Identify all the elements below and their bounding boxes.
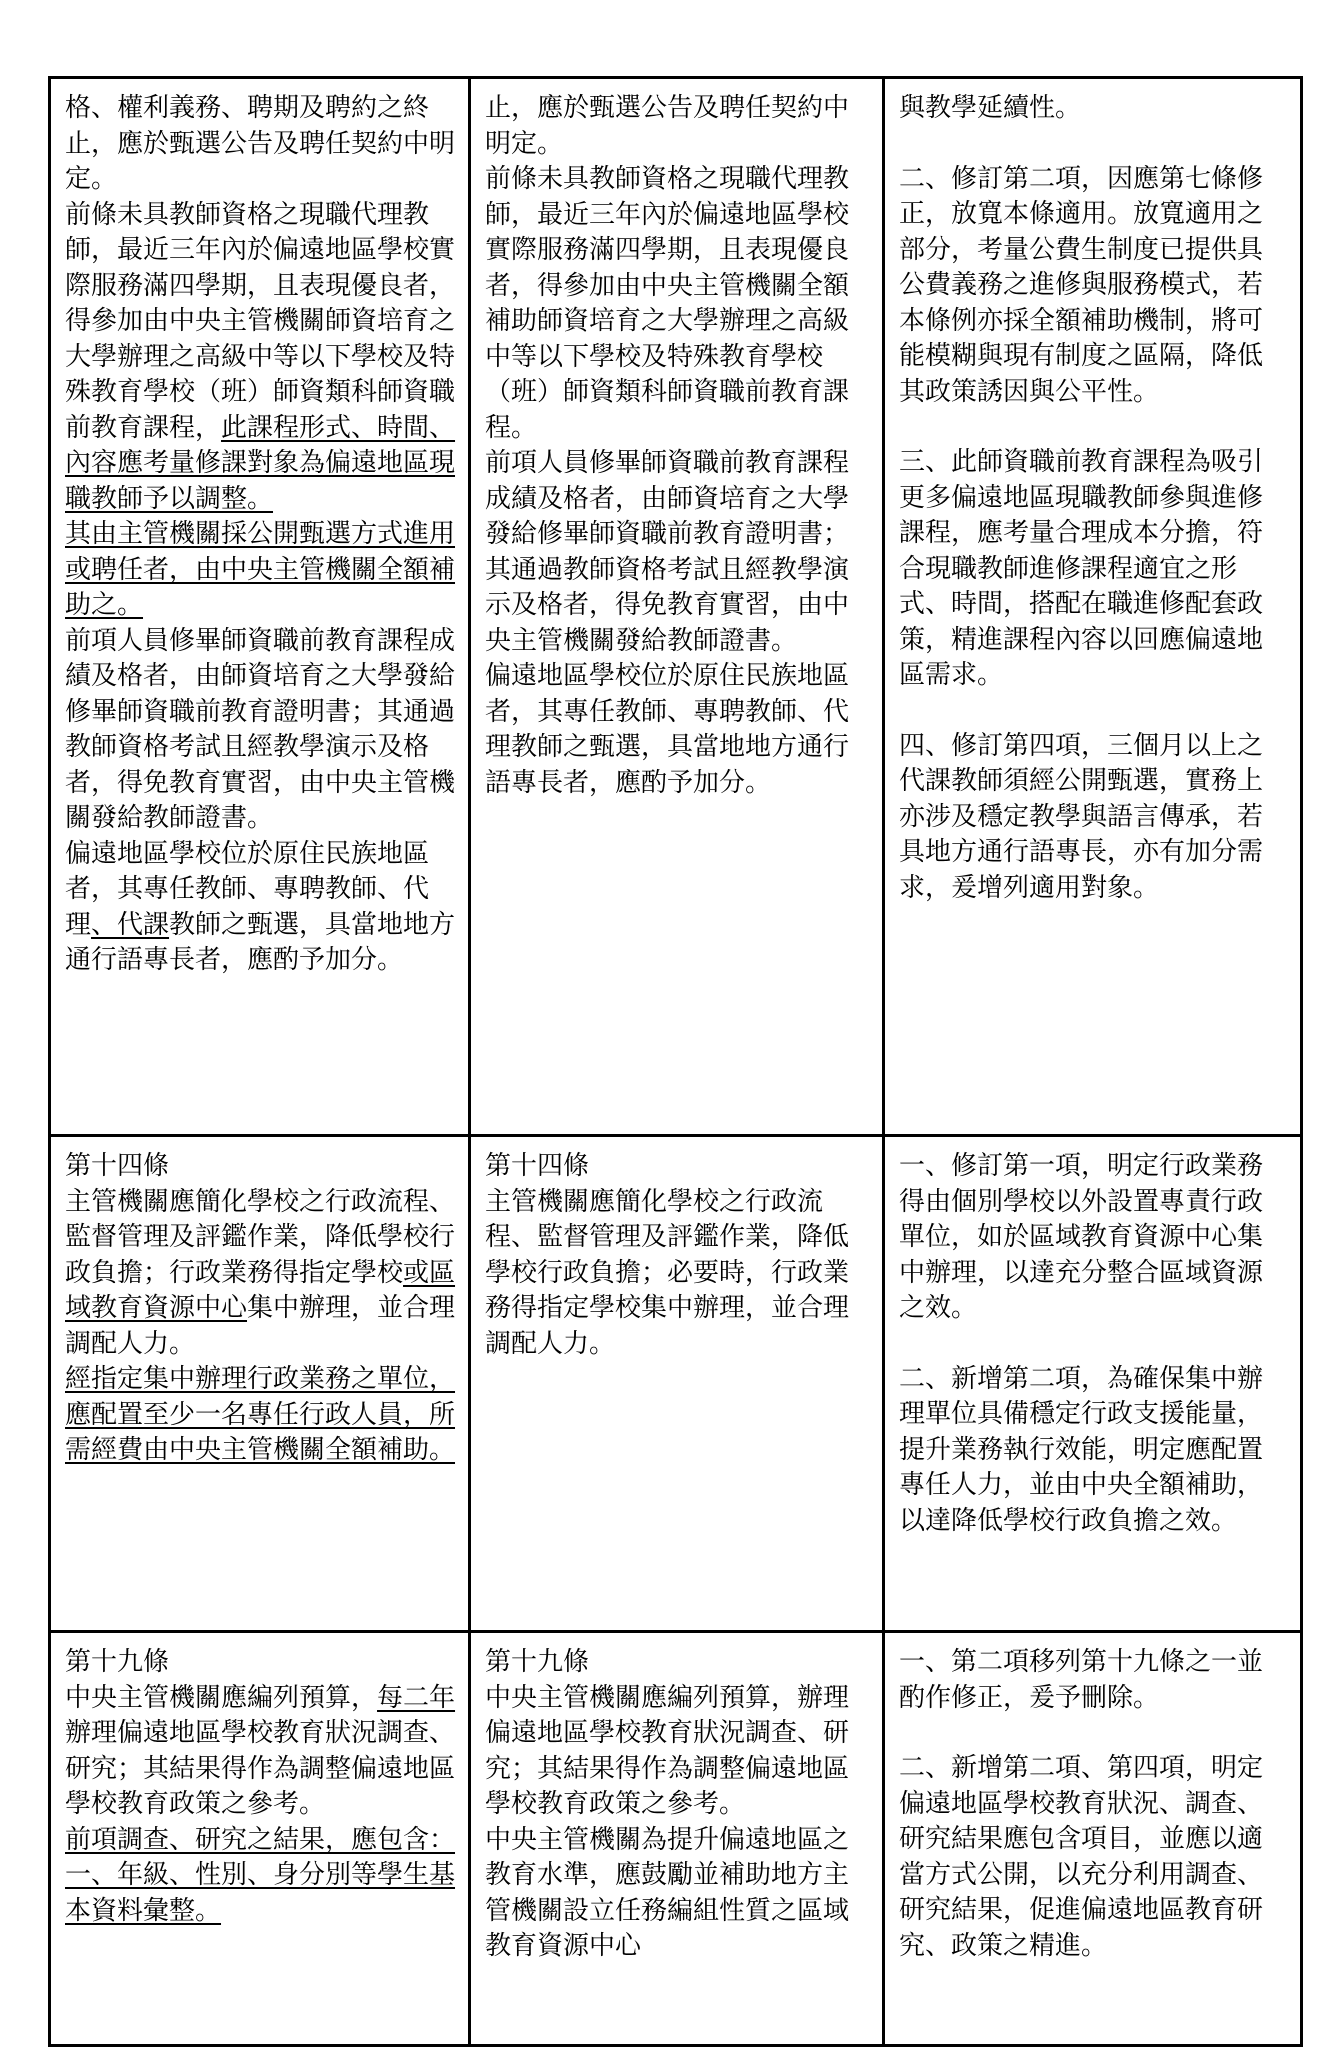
amended-text-underlined: 經指定集中辦理行政業務之單位，應配置至少一名專任行政人員，所需經費由中央主管機關全額補助。 — [65, 1364, 456, 1465]
article-paragraph — [65, 1681, 456, 1823]
comparison-table — [48, 76, 1303, 2047]
explanation-cell — [884, 1632, 1302, 2046]
current-text-cell — [470, 1136, 884, 1632]
article-paragraph — [65, 1858, 456, 1929]
article-paragraph — [485, 1681, 870, 1823]
text-segment: 第十九條 — [65, 1647, 170, 1677]
text-segment: 中央主管機關應編列預算， — [65, 1682, 378, 1713]
explanation-paragraph: 一、第二項移列第十九條之一並酌作修正，爰予刪除。 — [899, 1647, 1264, 1713]
explanation-paragraph: 四、修訂第四項，三個月以上之代課教師須經公開甄選，實務上亦涉及穩定教學與語言傳承，若具地方通行語專長，亦有加分需求，爰增列適用對象。 — [899, 730, 1264, 903]
article-paragraph — [65, 1362, 456, 1469]
article-paragraph — [65, 1185, 456, 1363]
article-paragraph — [485, 1645, 870, 1681]
text-segment: 主管機關應簡化學校之行政流程、監督管理及評鑑作業，降低學校行政負擔；行政業務得指定學校 — [65, 1186, 456, 1288]
text-segment: 格、權利義務、聘期及聘約之終止，應於甄選公告及聘任契約中明定。 — [65, 93, 456, 194]
article-paragraph — [485, 1823, 870, 1965]
explanation-paragraph: 一、修訂第一項，明定行政業務得由個別學校以外設置專責行政單位，如於區域教育資源中心集中辦理，以達充分整合區域資源之效。 — [899, 1151, 1264, 1323]
table-row — [50, 1136, 1302, 1632]
amended-text-underlined: 其由主管機關採公開甄選方式進用或聘任者，由中央主管機關全額補助之。 — [65, 519, 456, 620]
text-segment: 辦理偏遠地區學校教育狀況調查、研究；其結果得作為調整偏遠地區學校教育政策之參考。 — [65, 1718, 456, 1819]
text-segment: 前條未具教師資格之現職代理教師，最近三年內於偏遠地區學校實際服務滿四學期，且表現優良者，得參加由中央主管機關師資培育之大學辦理之高級中等以下學校及特殊教育學校（班）師資類科師資職前教育課程， — [65, 199, 456, 443]
table-row — [50, 78, 1302, 1136]
explanation-cell — [884, 78, 1302, 1136]
explanation-cell — [884, 1136, 1302, 1632]
current-text-cell — [470, 1632, 884, 2046]
article-paragraph — [485, 162, 870, 446]
amended-text-underlined: 每二年 — [377, 1682, 456, 1713]
article-paragraph — [65, 624, 456, 837]
article-paragraph — [485, 1149, 870, 1185]
text-segment: 止，應於甄選公告及聘任契約中明定。 — [485, 93, 850, 159]
text-segment: 中央主管機關應編列預算，辦理偏遠地區學校教育狀況調查、研究；其結果得作為調整偏遠地區學校教育政策之參考。 — [485, 1682, 850, 1819]
text-segment: 集中辦理，並合理調配人力。 — [65, 1293, 456, 1359]
text-segment: 前項人員修畢師資職前教育課程成績及格者，由師資培育之大學發給修畢師資職前教育證明書；其通過教師資格考試且經教學演示及格者，得免教育實習，由中央主管機關發給教師證書。 — [485, 448, 850, 656]
explanation-paragraph: 二、修訂第二項，因應第七條修正，放寬本條適用。放寬適用之部分，考量公費生制度已提供具公費義務之進修與服務模式，若本條例亦採全額補助機制，將可能模糊與現有制度之區隔，降低其政策誘因與公平性。 — [899, 163, 1264, 407]
article-paragraph — [65, 91, 456, 198]
text-segment: 前項人員修畢師資職前教育課程成績及格者，由師資培育之大學發給修畢師資職前教育證明書；其通過教師資格考試且經教學演示及格者，得免教育實習，由中央主管機關發給教師證書。 — [65, 625, 456, 833]
article-paragraph — [485, 1185, 870, 1363]
article-paragraph — [485, 446, 870, 659]
table-row — [50, 1632, 1302, 2046]
current-text-cell — [470, 78, 884, 1136]
article-paragraph — [65, 837, 456, 979]
text-segment: 偏遠地區學校位於原住民族地區者，其專任教師、專聘教師、代理 — [65, 838, 430, 940]
text-segment: 中央主管機關為提升偏遠地區之教育水準，應鼓勵並補助地方主管機關設立任務編組性質之區域教育資源中心 — [485, 1824, 850, 1961]
explanation-paragraph: 二、新增第二項，為確保集中辦理單位具備穩定行政支援能量，提升業務執行效能，明定應配置專任人力，並由中央全額補助，以達降低學校行政負擔之效。 — [899, 1363, 1264, 1536]
amended-text-cell — [50, 78, 470, 1136]
amended-text-underlined: 此課程形式、時間、內容應考量修課對象為偏遠地區現職教師予以調整。 — [65, 412, 456, 514]
article-paragraph — [65, 1645, 456, 1681]
text-segment: 第十九條 — [485, 1647, 590, 1677]
article-paragraph — [65, 1149, 456, 1185]
text-segment: 主管機關應簡化學校之行政流程、監督管理及評鑑作業，降低學校行政負擔；必要時，行政業務得指定學校集中辦理，並合理調配人力。 — [485, 1186, 850, 1359]
explanation-paragraph: 與教學延續性。 — [899, 93, 1082, 123]
explanation-paragraph: 二、新增第二項、第四項，明定偏遠地區學校教育狀況、調查、研究結果應包含項目，並應以適當方式公開，以充分利用調查、研究結果，促進偏遠地區教育研究、政策之精進。 — [899, 1753, 1264, 1961]
amended-text-underlined: 一、年級、性別、身分別等學生基本資料彙整。 — [65, 1860, 456, 1926]
text-segment: 第十四條 — [65, 1151, 170, 1181]
article-paragraph — [65, 1823, 456, 1859]
amended-text-underlined: 、代課 — [91, 909, 170, 940]
article-paragraph — [65, 517, 456, 624]
amended-text-cell — [50, 1632, 470, 2046]
text-segment: 偏遠地區學校位於原住民族地區者，其專任教師、專聘教師、代理教師之甄選，具當地地方通行語專長者，應酌予加分。 — [485, 661, 850, 798]
article-paragraph — [485, 91, 870, 162]
article-paragraph — [485, 659, 870, 801]
text-segment: 前條未具教師資格之現職代理教師，最近三年內於偏遠地區學校實際服務滿四學期，且表現優良者，得參加由中央主管機關全額補助師資培育之大學辦理之高級中等以下學校及特殊教育學校（班）師資類科師資職前教育課程。 — [485, 164, 850, 443]
explanation-paragraph: 三、此師資職前教育課程為吸引更多偏遠地區現職教師參與進修課程，應考量合理成本分擔，符合現職教師進修課程適宜之形式、時間，搭配在職進修配套政策，精進課程內容以回應偏遠地區需求。 — [899, 447, 1264, 690]
text-segment: 第十四條 — [485, 1151, 590, 1181]
amended-text-underlined: 前項調查、研究之結果，應包含： — [65, 1824, 456, 1855]
amended-text-cell — [50, 1136, 470, 1632]
article-paragraph — [65, 198, 456, 518]
text-segment: 教師之甄選，具當地地方通行語專長者，應酌予加分。 — [65, 909, 456, 975]
amended-text-underlined: 或區域教育資源中心 — [65, 1257, 456, 1323]
